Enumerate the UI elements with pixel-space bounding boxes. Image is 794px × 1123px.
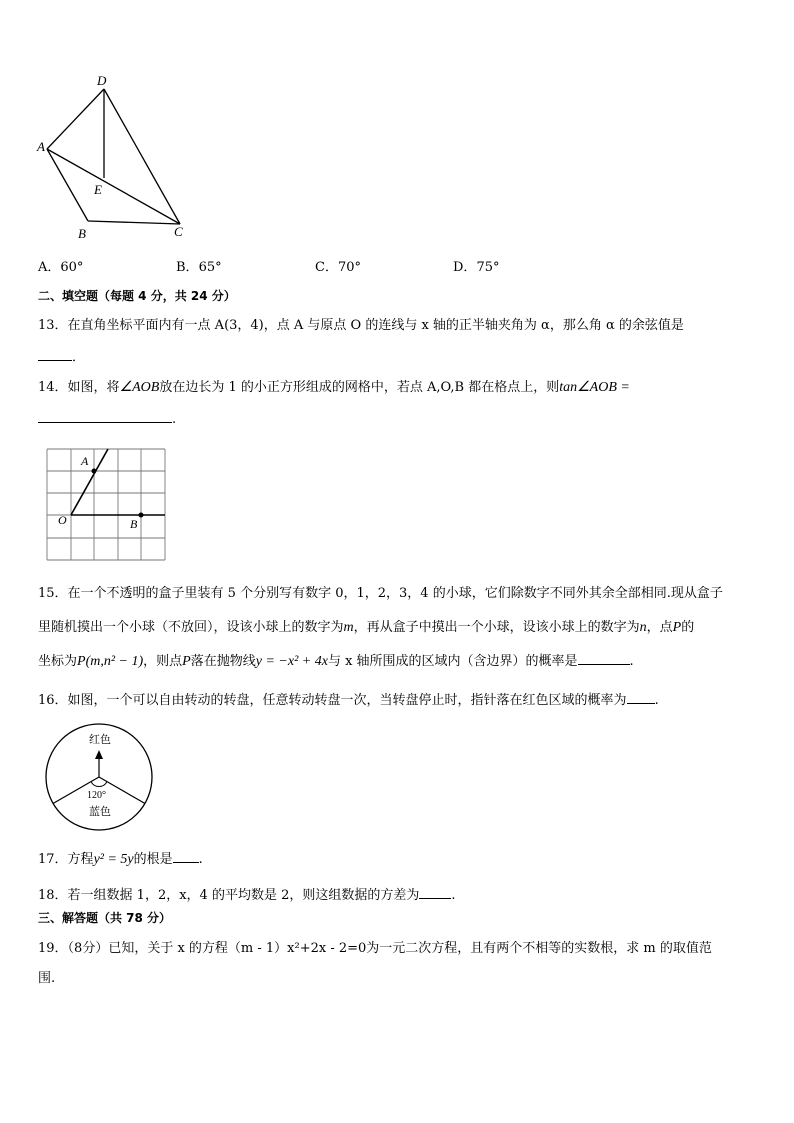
- question-13: 13．在直角坐标平面内有一点 A(3，4)，点 A 与原点 O 的连线与 x 轴的正半轴夹角为 α，那么角 α 的余弦值是: [38, 318, 684, 333]
- answer-blank: [578, 652, 630, 665]
- point-b: [139, 513, 144, 518]
- label-a: A: [81, 454, 89, 468]
- question-13-answer: ．: [38, 346, 85, 365]
- point-a: [92, 469, 97, 474]
- label-b: B: [78, 226, 86, 241]
- section-2-heading: 二、填空题（每题 4 分，共 24 分）: [38, 289, 236, 303]
- label-b: B: [130, 517, 138, 531]
- segment-ad: [47, 89, 104, 149]
- spinner-figure: [44, 722, 156, 832]
- question-14-answer: .: [38, 410, 176, 427]
- label-e: E: [94, 182, 102, 197]
- question-15-line-2: 里随机摸出一个小球（不放回），设该小球上的数字为m，再从盒子中摸出一个小球，设该小球上的数字为n，点P的: [38, 620, 695, 635]
- quadrilateral-figure: [30, 70, 200, 245]
- question-14: 14．如图，将∠AOB放在边长为 1 的小正方形组成的网格中，若点 A,O,B 都在格点上，则tan∠AOB =: [38, 380, 630, 395]
- label-o: O: [58, 513, 67, 527]
- region-blue-label: 蓝色: [89, 806, 111, 818]
- question-15-line-3: 坐标为P(m,n² − 1)，则点P落在抛物线y = −x² + 4x与 x 轴所围成的区域内（含边界）的概率是 .: [38, 654, 634, 669]
- grid-figure: [44, 444, 170, 564]
- option-c: C．70°: [315, 260, 361, 275]
- answer-blank: [419, 886, 451, 899]
- section-3-heading: 三、解答题（共 78 分）: [38, 911, 172, 925]
- pointer-arrow-icon: [95, 750, 103, 759]
- answer-blank: [38, 348, 72, 361]
- question-16: 16．如图，一个可以自由转动的转盘，任意转动转盘一次，当转盘停止时，指针落在红色区域的概率为 .: [38, 693, 659, 708]
- region-red-label: 红色: [89, 734, 111, 746]
- segment-dc: [104, 89, 180, 224]
- answer-blank: [38, 410, 172, 423]
- question-18: 18．若一组数据 1，2，x，4 的平均数是 2，则这组数据的方差为 .: [38, 888, 456, 903]
- answer-blank: [173, 850, 199, 863]
- label-c: C: [174, 224, 183, 239]
- question-17: 17．方程y² = 5y的根是 .: [38, 852, 203, 867]
- option-d: D．75°: [453, 260, 500, 275]
- answer-blank: [627, 691, 655, 704]
- option-b: B．65°: [176, 260, 222, 275]
- segment-bc: [88, 221, 180, 224]
- ray-oa: [71, 449, 108, 515]
- angle-label: 120°: [87, 790, 106, 801]
- option-a: A．60°: [38, 260, 84, 275]
- segment-ac: [47, 149, 180, 224]
- question-19-line-1: 19．（8分）已知，关于 x 的方程（m - 1）x²+2x - 2=0为一元二次方程，且有两个不相等的实数根，求 m 的取值范: [38, 941, 712, 956]
- question-15-line-1: 15．在一个不透明的盒子里装有 5 个分别写有数字 0，1，2，3，4 的小球，它们除数字不同外其余全部相同.现从盒子: [38, 586, 723, 601]
- question-19-line-2: 围.: [38, 971, 56, 986]
- angle-arc: [91, 782, 107, 787]
- label-d: D: [97, 73, 107, 88]
- segment-ab: [47, 149, 88, 221]
- label-a: A: [37, 139, 45, 154]
